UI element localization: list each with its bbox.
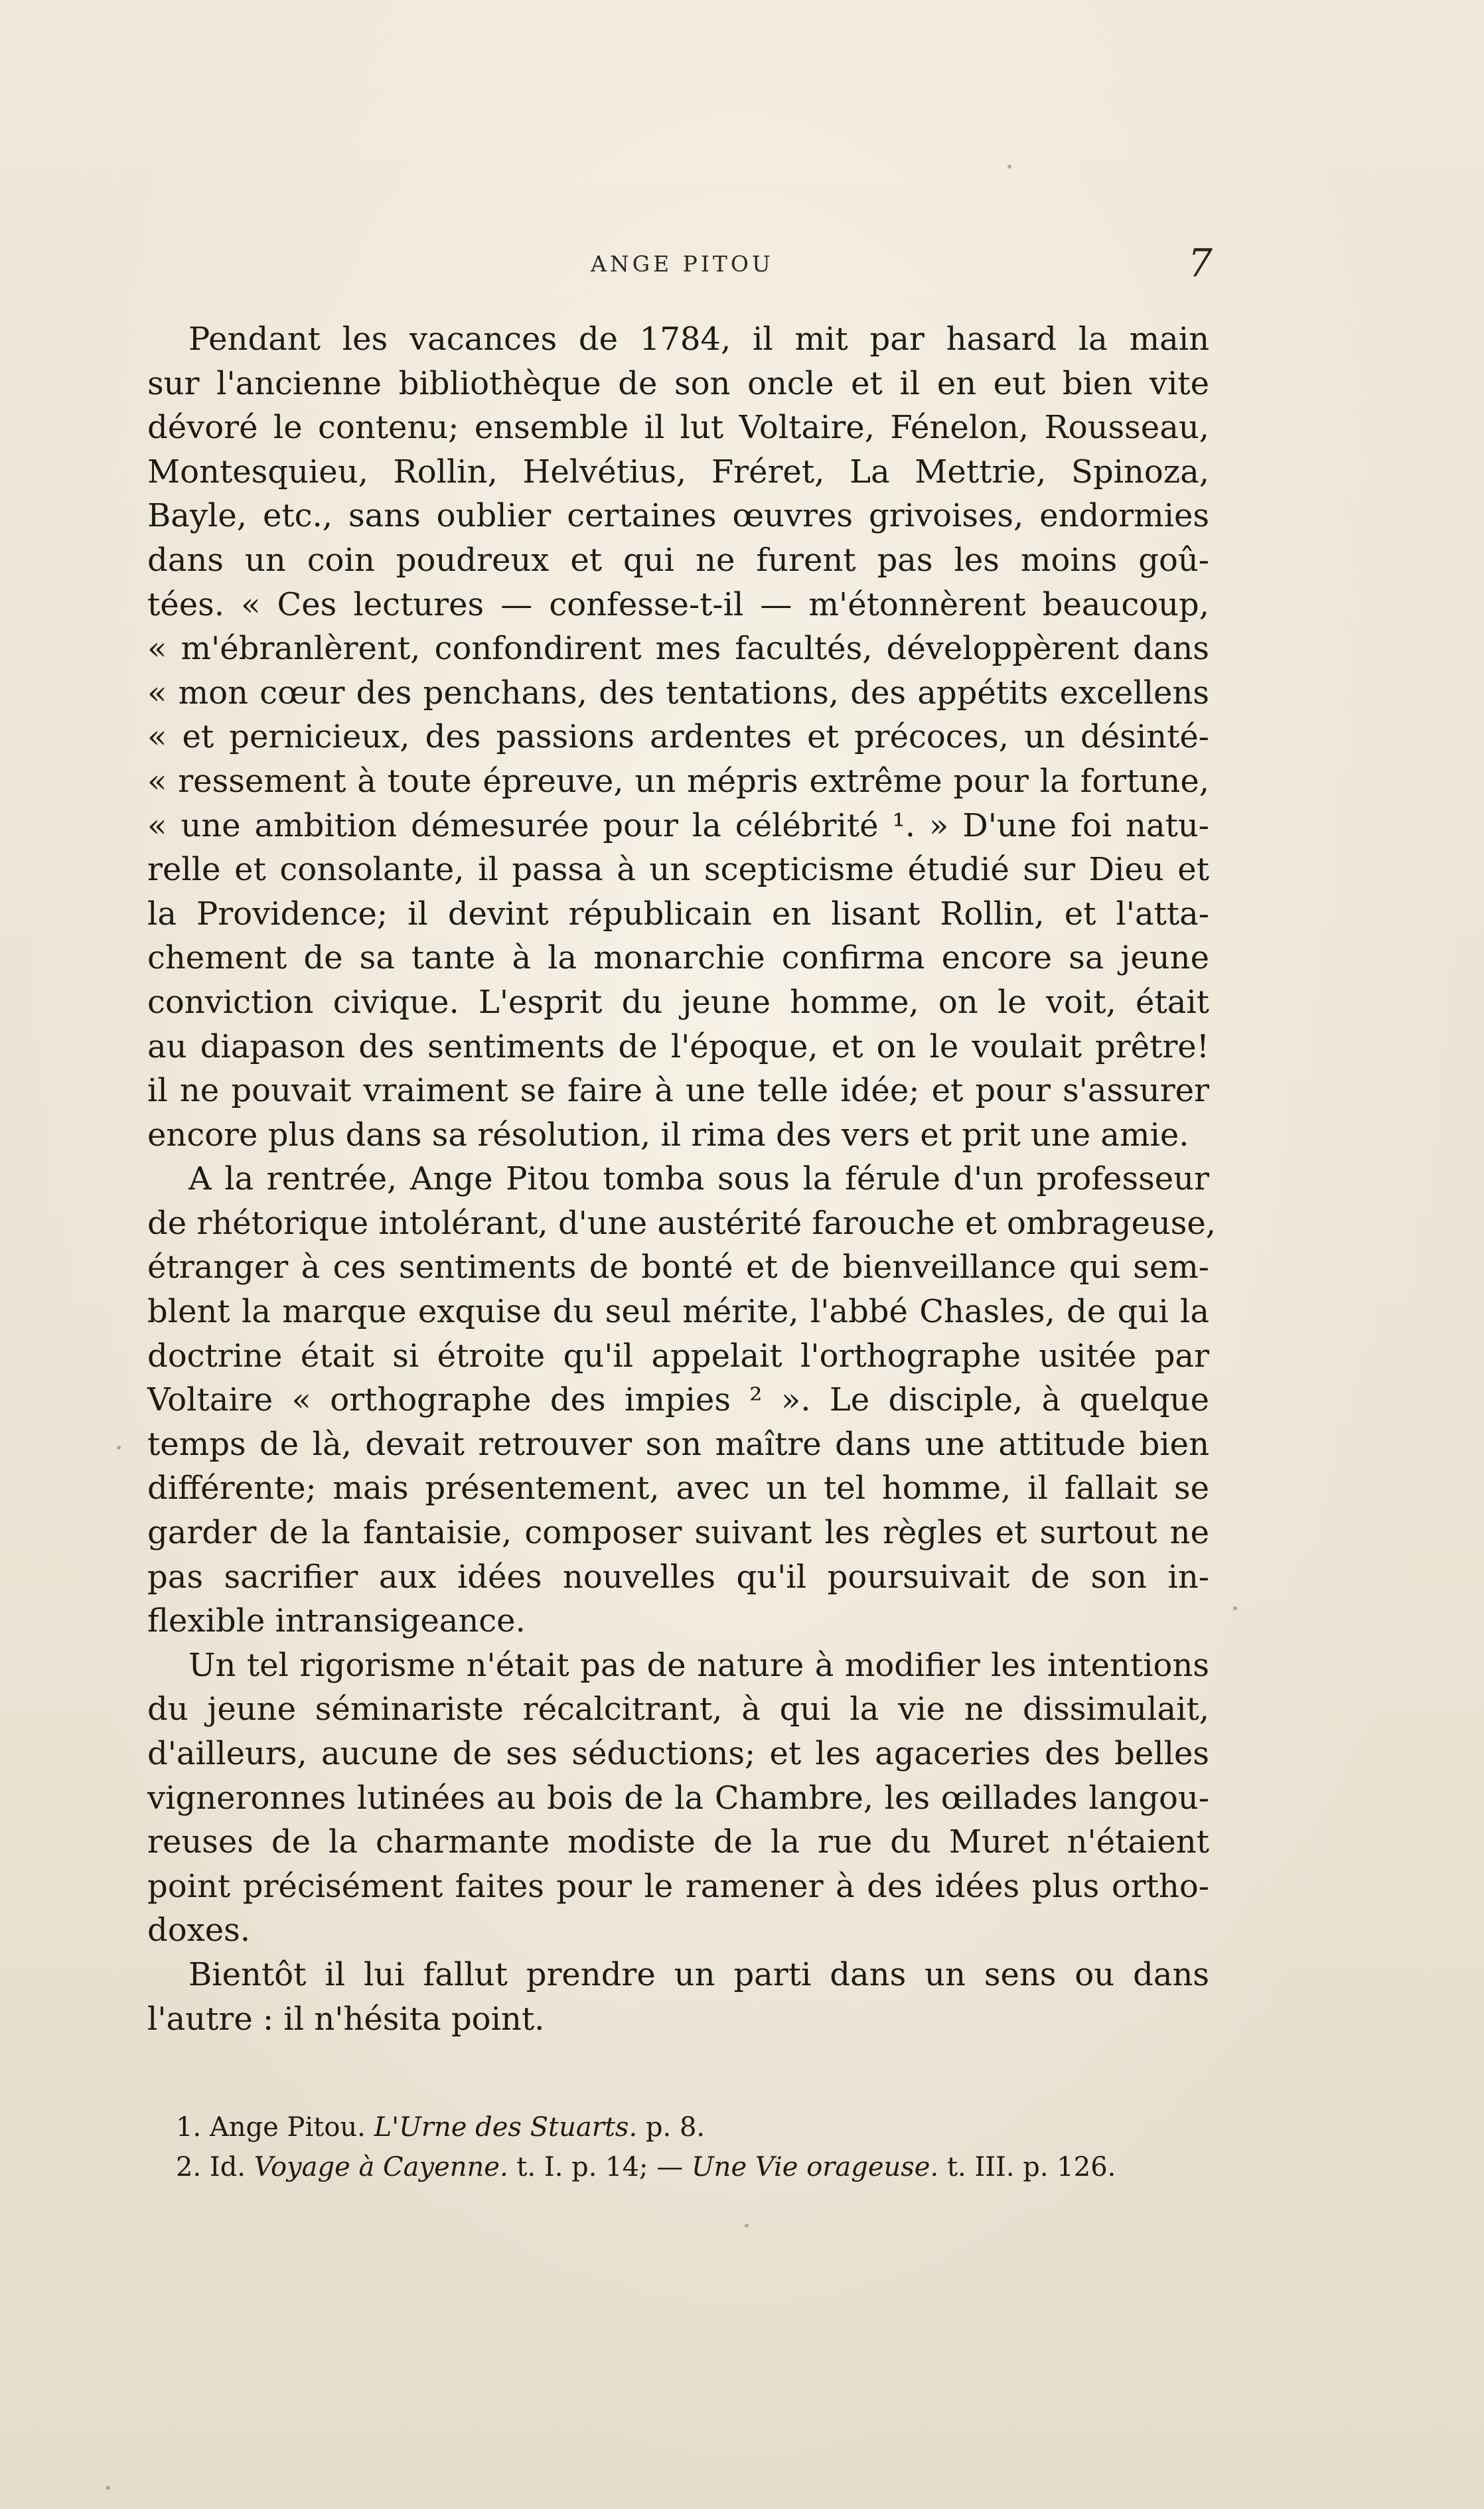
text-line: la Providence; il devint républicain en lisant Rollin, et l'atta-: [147, 895, 1209, 933]
text-line: vigneronnes lutinées au bois de la Chambre, les œillades langou-: [147, 1779, 1209, 1817]
text-line: Bayle, etc., sans oublier certaines œuvres grivoises, endormies: [147, 497, 1209, 535]
text-line: relle et consolante, il passa à un scepticisme étudié sur Dieu et: [147, 851, 1209, 889]
text-line: flexible intransigeance.: [147, 1602, 526, 1640]
paper-speck: [1233, 1606, 1237, 1610]
footnotes: [176, 2107, 1211, 2187]
paragraph-1: [147, 317, 1209, 1157]
text-line: garder de la fantaisie, composer suivant les règles et surtout ne: [147, 1514, 1209, 1552]
text-line: « m'ébranlèrent, confondirent mes facultés, développèrent dans: [147, 630, 1209, 668]
footnote-title: Une Vie orageuse.: [691, 2152, 939, 2182]
text-line: temps de là, devait retrouver son maître dans une attitude bien: [147, 1425, 1209, 1463]
body-text: [147, 317, 1217, 2041]
footnote-title: L'Urne des Stuarts.: [374, 2112, 638, 2143]
paper-speck: [117, 1446, 121, 1450]
text-line: conviction civique. L'esprit du jeune homme, on le voit, était: [147, 983, 1209, 1021]
footnote-2: [176, 2147, 1211, 2187]
paragraph-4: [147, 1953, 1209, 2041]
text-line: encore plus dans sa résolution, il rima des vers et prit une amie.: [147, 1116, 1189, 1154]
text-line: doxes.: [147, 1912, 250, 1949]
text-line: dans un coin poudreux et qui ne furent pas les moins goû-: [147, 541, 1209, 579]
paper-speck: [106, 2486, 110, 2490]
text-line: il ne pouvait vraiment se faire à une telle idée; et pour s'assurer: [147, 1072, 1209, 1110]
paragraph-2: [147, 1157, 1217, 1643]
text-line: reuses de la charmante modiste de la rue du Muret n'étaient: [147, 1823, 1209, 1861]
text-line: « ressement à toute épreuve, un mépris extrême pour la fortune,: [147, 762, 1209, 800]
text-line: A la rentrée, Ange Pitou tomba sous la férule d'un professeur: [188, 1160, 1209, 1198]
footnote-1: [176, 2107, 1211, 2147]
text-line: au diapason des sentiments de l'époque, et on le voulait prêtre!: [147, 1027, 1209, 1065]
text-line: Un tel rigorisme n'était pas de nature à modifier les intentions: [188, 1646, 1209, 1684]
footnote-text: p. 8.: [645, 2112, 705, 2143]
text-line: « et pernicieux, des passions ardentes et précoces, un désinté-: [147, 718, 1209, 756]
footnote-text: t. III. p. 126.: [946, 2152, 1116, 2182]
text-line: d'ailleurs, aucune de ses séductions; et les agaceries des belles: [147, 1735, 1209, 1772]
paper-speck: [745, 2224, 749, 2228]
paragraph-3: [147, 1643, 1209, 1953]
text-line: doctrine était si étroite qu'il appelait l'orthographe usitée par: [147, 1337, 1209, 1375]
text-line: sur l'ancienne bibliothèque de son oncle et il en eut bien vite: [147, 364, 1209, 402]
paper-speck: [1007, 165, 1011, 169]
running-title: ANGE PITOU: [591, 251, 774, 277]
text-line: étranger à ces sentiments de bonté et de bienveillance qui sem-: [147, 1249, 1209, 1286]
text-line: Bientôt il lui fallut prendre un parti dans un sens ou dans: [188, 1955, 1209, 1993]
text-line: du jeune séminariste récalcitrant, à qui la vie ne dissimulait,: [147, 1691, 1209, 1728]
text-line: pas sacrifier aux idées nouvelles qu'il poursuivait de son in-: [147, 1558, 1209, 1596]
text-line: point précisément faites pour le ramener à des idées plus ortho-: [147, 1867, 1209, 1905]
text-line: de rhétorique intolérant, d'une austérité farouche et ombrageuse,: [147, 1204, 1217, 1242]
text-line: dévoré le contenu; ensemble il lut Voltaire, Fénelon, Rousseau,: [147, 409, 1209, 447]
text-line: chement de sa tante à la monarchie confirma encore sa jeune: [147, 939, 1209, 977]
page-header: [0, 240, 1484, 291]
text-line: tées. « Ces lectures — confesse-t-il — m'étonnèrent beaucoup,: [147, 585, 1209, 623]
text-line: « mon cœur des penchans, des tentations, des appétits excellens: [147, 674, 1209, 712]
footnote-text: Ange Pitou.: [209, 2112, 366, 2143]
text-line: « une ambition démesurée pour la célébrité ¹. » D'une foi natu-: [147, 806, 1209, 844]
footnote-number: 1.: [176, 2112, 202, 2143]
text-line: Pendant les vacances de 1784, il mit par hasard la main: [188, 321, 1209, 358]
text-line: blent la marque exquise du seul mérite, l'abbé Chasles, de qui la: [147, 1293, 1209, 1331]
text-line: différente; mais présentement, avec un tel homme, il fallait se: [147, 1470, 1209, 1507]
footnote-number: 2.: [176, 2152, 202, 2182]
footnote-text: Id.: [209, 2152, 246, 2182]
footnote-text: t. I. p. 14; —: [516, 2152, 684, 2182]
text-line: l'autre : il n'hésita point.: [147, 2000, 545, 2038]
text-line: Montesquieu, Rollin, Helvétius, Fréret, La Mettrie, Spinoza,: [147, 453, 1209, 491]
footnote-title: Voyage à Cayenne.: [254, 2152, 508, 2182]
text-line: Voltaire « orthographe des impies ² ». Le disciple, à quelque: [147, 1381, 1209, 1419]
page-number: 7: [1188, 240, 1213, 285]
